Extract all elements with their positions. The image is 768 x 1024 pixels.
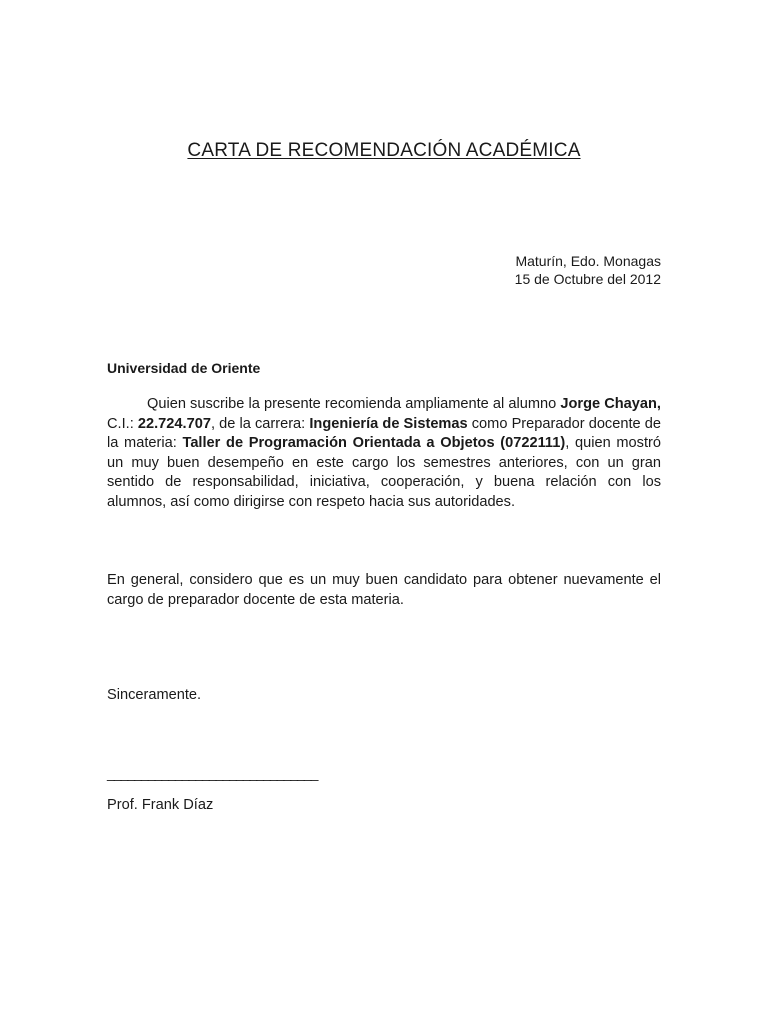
p1-text-5: , quien mostró un muy buen desempeño en este cargo los semestres anteriores, con un gran sentido de responsabilidad, iniciativa, cooperación, y buena relación con los alumnos, así como dirigirse con respeto hacia sus autoridades. — [107, 435, 661, 510]
p1-text-4: como Preparador docente de la materia: — [107, 415, 661, 451]
p1-text-3: , de la carrera: — [210, 415, 310, 432]
closing-text: Sinceramente. — [107, 687, 202, 703]
student-name: Jorge Chayan, — [560, 396, 661, 412]
signer-name: Prof. Frank Díaz — [107, 797, 214, 813]
signature-line: _______________________________ — [107, 765, 318, 781]
place-text: Maturín, Edo. Monagas — [515, 253, 661, 269]
letter-title-text: CARTA DE RECOMENDACIÓN ACADÉMICA — [187, 140, 581, 161]
letter-title — [0, 140, 768, 162]
p1-text-2: C.I.: — [107, 415, 138, 432]
institution-name: Universidad de Oriente — [107, 360, 261, 376]
id-number: 22.724.707 — [137, 415, 211, 432]
paragraph-recommendation — [107, 395, 661, 512]
paragraph-conclusion: En general, considero que es un muy buen candidato para obtener nuevamente el cargo de preparador docente de esta materia. — [107, 572, 661, 608]
date-text: 15 de Octubre del 2012 — [514, 271, 661, 287]
course-name: Taller de Programación Orientada a Objetos (0722111) — [182, 435, 566, 451]
p1-text-1: Quien suscribe la presente recomienda ampliamente al alumno — [147, 396, 561, 412]
career-name: Ingeniería de Sistemas — [309, 415, 468, 432]
place-date-block — [515, 252, 661, 288]
